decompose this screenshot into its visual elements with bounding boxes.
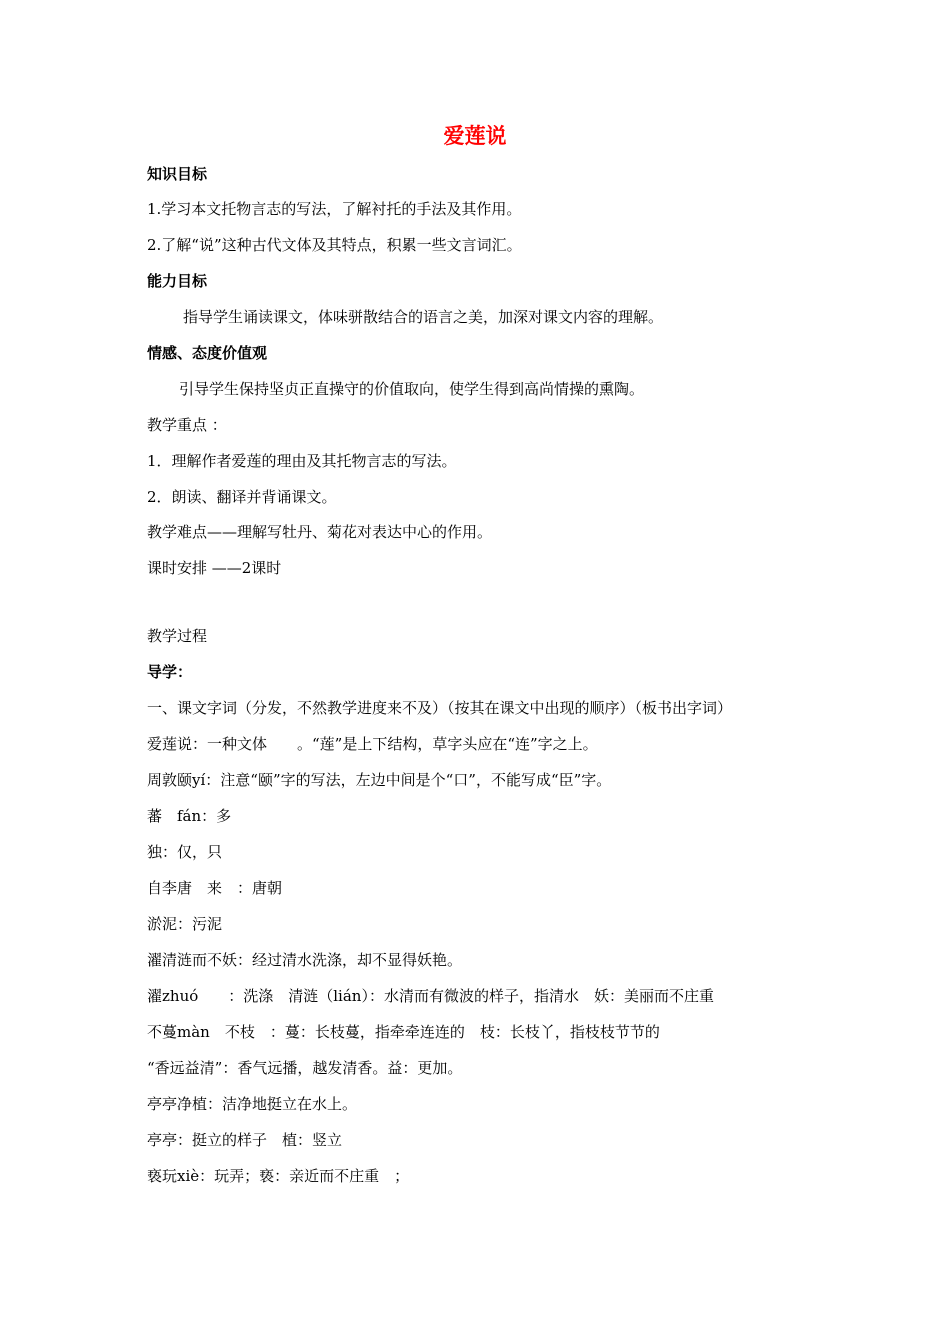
ability-goal-text: 指导学生诵读课文，体味骈散结合的语言之美，加深对课文内容的理解。 (183, 308, 664, 326)
vocab-item: 亭亭：挺立的样子 植：竖立 (147, 1131, 343, 1149)
teaching-focus-1: 1．理解作者爱莲的理由及其托物言志的写法。 (147, 452, 457, 470)
vocab-item: 独：仅，只 (147, 843, 223, 861)
teaching-focus-2: 2．朗读、翻译并背诵课文。 (147, 488, 337, 506)
teaching-focus-heading: 教学重点 ： (147, 416, 227, 434)
knowledge-goal-2: 2.了解“说”这种古代文体及其特点，积累一些文言词汇。 (147, 236, 522, 254)
vocab-item: 濯zhuó ：洗涤 清涟（lián）：水清而有微波的样子，指清水 妖：美丽而不庄重 (147, 987, 714, 1005)
vocab-item: 亭亭净植：洁净地挺立在水上。 (147, 1095, 358, 1113)
vocab-item: 淤泥：污泥 (147, 915, 223, 933)
teaching-process-heading: 教学过程 (147, 627, 208, 645)
heading-emotion-values: 情感、态度价值观 (147, 344, 268, 362)
guide-heading: 导学： (147, 663, 193, 681)
words-intro: 一、课文字词（分发，不然教学进度来不及）（按其在课文中出现的顺序）（板书出字词） (147, 699, 733, 717)
class-schedule: 课时安排 ——2课时 (147, 559, 282, 577)
teaching-difficulty: 教学难点——理解写牡丹、菊花对表达中心的作用。 (147, 523, 493, 541)
vocab-item: 自李唐 来 ：唐朝 (147, 879, 283, 897)
vocab-item: 不蔓màn 不枝 ：蔓：长枝蔓，指牵牵连连的 枝：长枝丫，指枝枝节节的 (147, 1023, 660, 1041)
vocab-item: 周敦颐yí：注意“颐”字的写法，左边中间是个“口”，不能写成“臣”字。 (147, 771, 612, 789)
vocab-item: “香远益清”：香气远播，越发清香。益：更加。 (147, 1059, 463, 1077)
document-title: 爱莲说 (443, 124, 507, 148)
vocab-item: 濯清涟而不妖：经过清水洗涤，却不显得妖艳。 (147, 951, 463, 969)
vocab-item: 爱莲说：一种文体 。“莲”是上下结构，草字头应在“连”字之上。 (147, 735, 598, 753)
knowledge-goal-1: 1.学习本文托物言志的写法，了解衬托的手法及其作用。 (147, 200, 522, 218)
heading-ability-goals: 能力目标 (147, 272, 208, 290)
heading-knowledge-goals: 知识目标 (147, 165, 208, 183)
vocab-item: 蕃 fán：多 (147, 807, 232, 825)
vocab-item: 亵玩xiè：玩弄；亵：亲近而不庄重 ； (147, 1167, 410, 1185)
emotion-values-text: 引导学生保持坚贞正直操守的价值取向，使学生得到高尚情操的熏陶。 (179, 380, 645, 398)
